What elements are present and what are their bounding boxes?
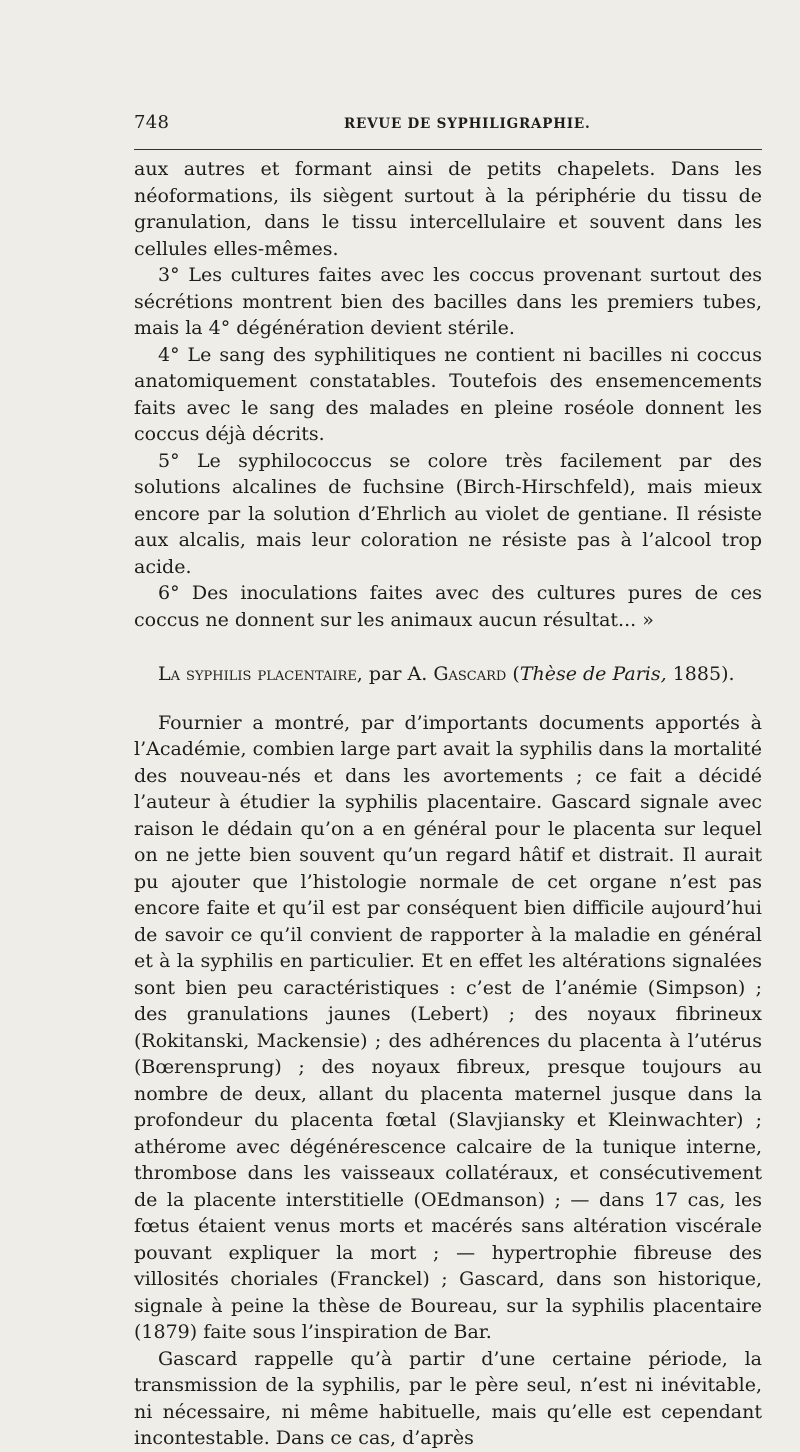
page-body [134,156,762,1452]
review-thesis: Thèse de Paris, [519,663,667,685]
paragraph-item-4: 4° Le sang des syphilitiques ne contient ni bacilles ni coccus anatomiquement constatables. Toutefois des ensemencements faits avec le sang des malades en pleine roséole donnent les coccus déjà décrits. [134,343,762,445]
paragraph-item-5: 5° Le syphilococcus se colore très facilement par des solutions alcalines de fuchsine (Birch-Hirschfeld), mais mieux encore par la solution d’Ehrlich au violet de gentiane. Il résiste aux alcalis, mais leur coloration ne résiste pas à l’alcool trop acide. [134,449,762,578]
page-number: 748 [134,112,170,133]
review-by: par [368,663,402,685]
review-author: A. Gascard [407,663,507,685]
review-title: La syphilis placentaire, [158,663,363,685]
header-rule [134,149,762,150]
review-open-paren: ( [512,663,520,685]
paragraph-continuation: aux autres et formant ainsi de petits chapelets. Dans les néoformations, ils siègent surtout à la périphérie du tissu de granulation, dans le tissu intercellulaire et souvent dans les cellules elles-mêmes. [134,158,762,260]
paragraph-review-2: Gascard rappelle qu’à partir d’une certaine période, la transmission de la syphilis, par le père seul, n’est ni inévitable, ni nécessaire, ni même habituelle, mais qu’elle est cependant incontestable. Dans ce cas, d’après [134,1347,762,1449]
page-header [134,112,762,136]
running-head: REVUE DE SYPHILIGRAPHIE. [344,116,591,132]
review-year: 1885 [672,663,722,685]
review-close: ). [721,663,735,685]
review-heading [134,661,762,688]
paragraph-item-3: 3° Les cultures faites avec les coccus provenant surtout des sécrétions montrent bien des bacilles dans les premiers tubes, mais la 4° dégénération devient stérile. [134,264,762,339]
paragraph-item-6: 6° Des inoculations faites avec des cultures pures de ces coccus ne donnent sur les animaux aucun résultat... » [134,582,762,631]
paragraph-review-1: Fournier a montré, par d’importants documents apportés à l’Académie, combien large part avait la syphilis dans la mortalité des nouveau-nés et dans les avortements ; ce fait a décidé l’auteur à étudier la syphilis placentaire. Gascard signale avec raison le dédain qu’on a en général pour le placenta sur lequel on ne jette bien souvent qu’un regard hâtif et distrait. Il aurait pu ajouter que l’histologie normale de cet organe n’est pas encore faite et qu’il est par conséquent bien difficile aujourd’hui de savoir ce qu’il convient de rapporter à la maladie en général et à la syphilis en particulier. Et en effet les altérations signalées sont bien peu caractéristiques : c’est de l’anémie (Simpson) ; des granulations jaunes (Lebert) ; des noyaux fibrineux (Rokitanski, Mackensie) ; des adhérences du placenta à l’utérus (Bœrensprung) ; des noyaux fibreux, presque toujours au nombre de deux, allant du placenta maternel jusque dans la profondeur du placenta fœtal (Slavjiansky et Kleinwachter) ; athérome avec dégénérescence calcaire de la tunique interne, thrombose dans les vaisseaux collatéraux, et consécutivement de la placente interstitielle (OEdmanson) ; — dans 17 cas, les fœtus étaient venus morts et macérés sans altération viscérale pouvant expliquer la mort ; — hypertrophie fibreuse des villosités choriales (Franckel) ; Gascard, dans son historique, signale à peine la thèse de Boureau, sur la syphilis placentaire (1879) faite sous l’inspiration de Bar. [134,711,762,1343]
